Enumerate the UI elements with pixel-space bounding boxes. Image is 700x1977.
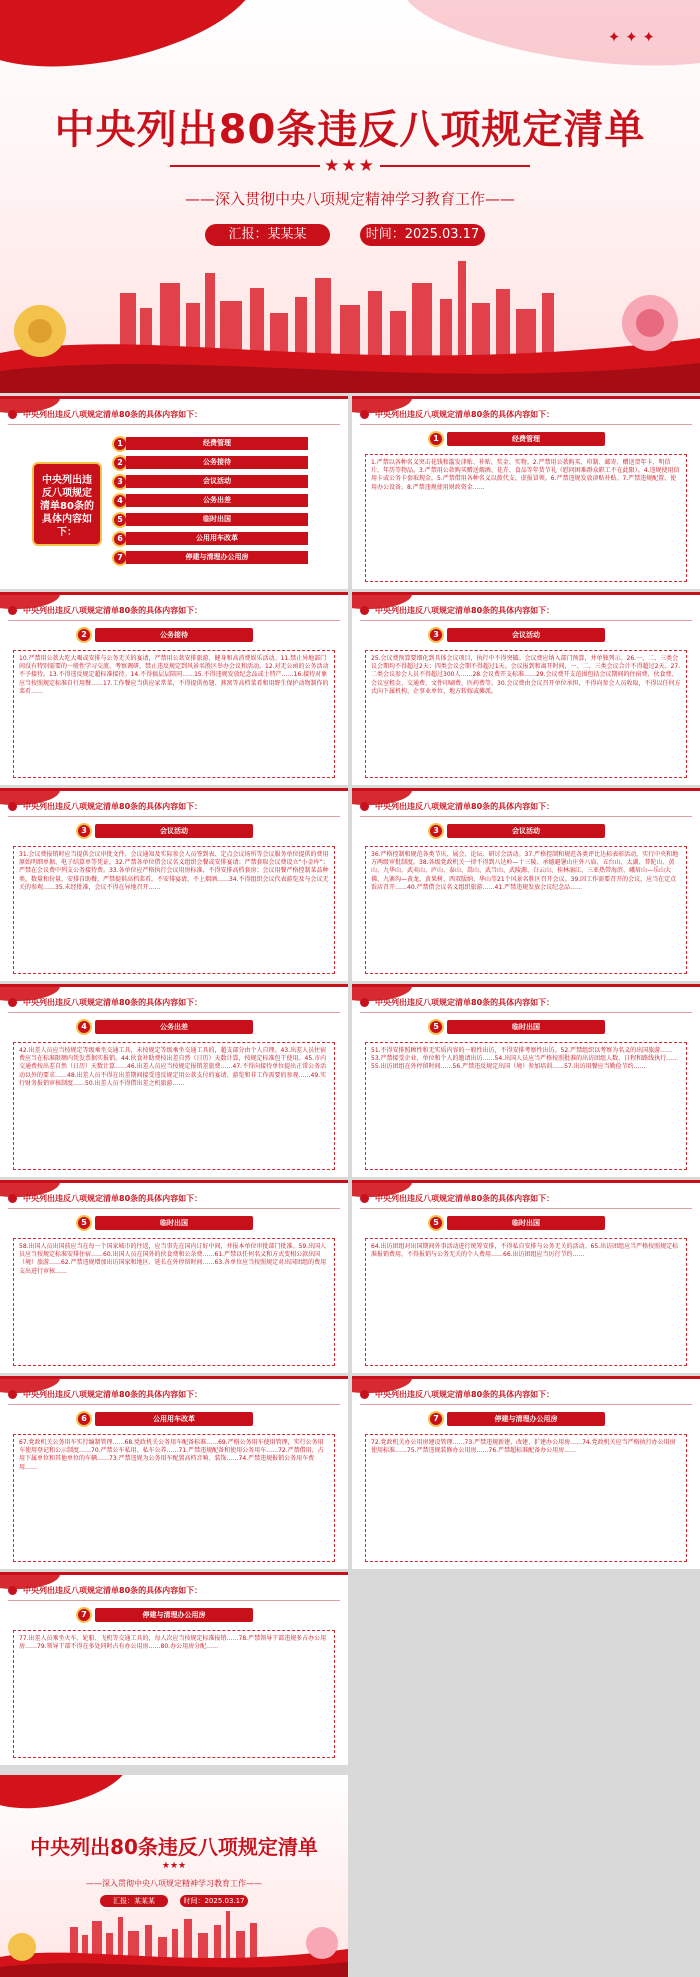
time-pill: 时间：2025.03.17 [180, 1895, 248, 1907]
birds-icon: ✦ ✦ ✦ [607, 28, 655, 46]
section-tag: 公用用车改革 [95, 1412, 253, 1426]
content-slide [0, 788, 348, 981]
section-text-box: 64.出访团组对出国期间外事活动进行统筹安排，不得私自安排与公务无关的活动。65.出访团组应当严格按照规定标准报销费用，不得报销与公务无关的个人费用……66.出访团组应当厉行节约…… [365, 1238, 687, 1366]
section-number-badge: 5 [76, 1215, 92, 1231]
section-number-badge: 4 [76, 1019, 92, 1035]
toc-number-badge: 7 [112, 550, 128, 566]
city-skyline-illustration [0, 253, 700, 393]
slide-header-text: 中央列出违反八项规定清单80条的具体内容如下： [375, 997, 555, 1007]
slide-header [360, 603, 692, 617]
header-bullet-icon [8, 802, 17, 811]
slide-header-text: 中央列出违反八项规定清单80条的具体内容如下： [375, 801, 555, 811]
slide-header [360, 1387, 692, 1401]
header-bullet-icon [8, 1194, 17, 1203]
section-text-box: 77.出差人员乘坐火车、轮船、飞机等交通工具的，每人次应当按规定标准报销……78.严禁领导干部违规多占办公用房……79.领导干部不得在多处同时占有办公用房……80.办公用房分配…… [13, 1630, 335, 1758]
closing-title: 中央列出80条违反八项规定清单 [30, 1835, 318, 1859]
content-slide [352, 984, 700, 1177]
section-tag: 公务接待 [95, 628, 253, 642]
header-bullet-icon [360, 606, 369, 615]
section-tag: 经费管理 [447, 432, 605, 446]
section-text-box: 25.会议费预算要细化到具体会议项目，执行中不得突破。会议费应纳入部门预算，并单独列示。26.一、二、三类会议会期均不得超过2天；四类会议会期不得超过1天。会议报到和离开时间，一、二、三类会议合计不得超过2天。27.二类会议参会人员不得超过300人……28.会议费开支标准……29.会议费开支范围包括会议期间的住宿费、伙食费、会议室租金、交通费、文件印刷费、医药费等。30.会议费由会议召开单位承担，不得向参会人员收取，不得以任何方式向下属机构、企事业单位、地方转嫁或摊派。 [365, 650, 687, 778]
section-number-badge: 3 [428, 627, 444, 643]
toc-item-label: 会议活动 [126, 475, 308, 488]
section-tag: 会议活动 [447, 628, 605, 642]
section-text-box: 58.出国人员出国前应当在每一个国家城市的往返，应当事先在国内订好中间，并报本单位审批部门批准。59.出国人员应当按规定标准安排住宿……60.出国人员在国外的伙食费和公杂费……61.严禁以任何名义和方式变相公款出国（境）旅游……62.严禁违规增加出访国家和地区、延长在外停留时间……63.各单位应当按照规定对出国团组的费用支出进行审核…… [13, 1238, 335, 1366]
content-slide [0, 1376, 348, 1569]
slide-header [360, 799, 692, 813]
content-slide [352, 1180, 700, 1373]
cover-title: 中央列出80条违反八项规定清单 [54, 107, 646, 153]
slide-header [360, 1191, 692, 1205]
slide-header-text: 中央列出违反八项规定清单80条的具体内容如下： [23, 997, 203, 1007]
toc-number-badge: 1 [112, 436, 128, 452]
cover-slide [0, 0, 700, 393]
toc-item [112, 531, 308, 546]
toc-item-label: 公务接待 [126, 456, 308, 469]
section-tag: 临时出国 [447, 1216, 605, 1230]
header-bullet-icon [8, 998, 17, 1007]
header-divider [360, 1012, 692, 1013]
section-number-badge: 2 [76, 627, 92, 643]
slide-header-text: 中央列出违反八项规定清单80条的具体内容如下： [23, 1193, 203, 1203]
section-text-box: 72.党政机关办公用房建设管理……73.严禁违规新建、改建、扩建办公用房……74.党政机关应当严格执行办公用房使用标准……75.严禁违规装修办公用房……76.严禁超标准配备办公用房…… [365, 1434, 687, 1562]
reporter-pill: 汇报：某某某 [100, 1895, 168, 1907]
section-number-badge: 3 [428, 823, 444, 839]
slide-header-text: 中央列出违反八项规定清单80条的具体内容如下： [23, 801, 203, 811]
header-divider [8, 1600, 340, 1601]
section-tag: 会议活动 [447, 824, 605, 838]
closing-subtitle: ——深入贯彻中央八项规定精神学习教育工作—— [86, 1879, 262, 1888]
city-skyline-illustration [0, 1907, 348, 1977]
content-slide [352, 592, 700, 785]
header-divider [8, 1208, 340, 1209]
header-divider [8, 816, 340, 817]
slide-header-text: 中央列出违反八项规定清单80条的具体内容如下： [375, 1193, 555, 1203]
slide-header [8, 603, 340, 617]
section-number-badge: 7 [428, 1411, 444, 1427]
section-text-box: 31.会议费报销时应当提供会议审批文件、会议通知及实际参会人员签到表、定点会议场所等会议服务单位提供的费用原始明细单据、电子结算单等凭证。32.严禁各单位借会议名义组织会餐或安排宴请；严禁套取会议费设立“小金库”；严禁在会议费中列支公务接待费。33.各单位应严格执行会议用房标准，不得安排高档套房；会议用餐严格控制菜品种类、数量和份量，安排自助餐，严禁提供高档菜肴，不安排宴请，不上烟酒……34.不得组织会议代表游览及与会议无关的参观……35.未经批准，会议不得在异地召开…… [13, 846, 335, 974]
section-text-box: 10.严禁用公款大吃大喝或安排与公务无关的宴请，严禁用公款安排旅游、健身和高消费娱乐活动。11.禁止异地部门间没有特别需要的一般性学习交流、考察调研，禁止违反规定到风景名胜区举办会议和活动。12.对无公函的公务活动不予接待。13.不得违反规定超标准接待。14.不得搞层层陪同……15.不得违规发放纪念品或土特产……16.接待对象应当按照规定标准自行用餐……17.工作餐应当供应家常菜，不得提供鱼翅、燕窝等高档菜肴和用野生保护动物制作的菜肴…… [13, 650, 335, 778]
slide-header [360, 995, 692, 1009]
slide-header-text: 中央列出违反八项规定清单80条的具体内容如下： [375, 409, 555, 419]
section-tag: 会议活动 [95, 824, 253, 838]
slide-header-text: 中央列出违反八项规定清单80条的具体内容如下： [23, 1585, 203, 1595]
toc-item [112, 455, 308, 470]
section-number-badge: 1 [428, 431, 444, 447]
section-number-badge: 6 [76, 1411, 92, 1427]
header-bullet-icon [8, 606, 17, 615]
slide-header [8, 1583, 340, 1597]
header-bullet-icon [360, 1390, 369, 1399]
content-slide [352, 396, 700, 589]
content-slide [0, 592, 348, 785]
header-divider [360, 1404, 692, 1405]
header-divider [360, 620, 692, 621]
toc-item [112, 493, 308, 508]
section-number-badge: 7 [76, 1607, 92, 1623]
toc-item [112, 550, 308, 565]
toc-item [112, 474, 308, 489]
section-text-box: 36.严格控制和规范各类节庆、展会、论坛、研讨会活动。37.严格控制和规范各类评比达标表彰活动，实行中央和地方两级审批制度。38.各级党政机关一律不得到八达岭—十三陵、承德避暑山庄外八庙、五台山、太湖、普陀山、黄山、九华山、武夷山、庐山、泰山、嵩山、武当山、武陵源、白云山、桂林漓江、三亚热带海滨、峨眉山—乐山大佛、九寨沟—黄龙、黄果树、西双版纳、华山等21个风景名胜区召开会议。39.因工作需要召开的会议，应当在定点饭店召开……40.严禁借会议名义组织旅游……41.严禁违规发放会议纪念品…… [365, 846, 687, 974]
section-text-box: 51.不得安排照顾性和无实质内容的一般性出访，不得安排考察性出访。52.严禁组织以考察为名义的出国旅游……53.严禁接受企业、单位和个人的邀请出访……54.出国人员应当严格按照批准的出访团组人数、日程和路线执行……55.出访团组在外停留时间……56.严禁违反规定出国（境）参加培训……57.出访用餐应当勤俭节约…… [365, 1042, 687, 1170]
slide-header-text: 中央列出违反八项规定清单80条的具体内容如下： [23, 409, 203, 419]
section-number-badge: 3 [76, 823, 92, 839]
header-divider [8, 424, 340, 425]
toc-number-badge: 2 [112, 455, 128, 471]
header-bullet-icon [8, 1390, 17, 1399]
slide-header [8, 1191, 340, 1205]
header-divider [8, 620, 340, 621]
section-tag: 公务出差 [95, 1020, 253, 1034]
content-slide [0, 1180, 348, 1373]
section-text-box: 1.严禁以各种名义突击花钱和滥发津贴、补贴、奖金、实物。2.严禁用公款购买、印制、邮寄、赠送贺年卡、明信片、年历等物品。3.严禁用公款购买赠送烟酒、花卉、食品等年货节礼（慰问困难群众职工不在此限）。4.违规使用信用卡或公务卡套取现金。5.严禁借用各种名义以拨代支、虚报冒领。6.严禁违规发放津贴补贴。7.严禁违规配置、使用办公设备。8.严禁违规使用财政资金…… [365, 454, 687, 582]
toc-item-label: 停建与清理办公用房 [126, 551, 308, 564]
header-bullet-icon [360, 802, 369, 811]
stars-icon: ★★★ [161, 1861, 187, 1871]
header-bullet-icon [360, 1194, 369, 1203]
header-bullet-icon [360, 410, 369, 419]
slide-header [8, 1387, 340, 1401]
slide-header [360, 407, 692, 421]
slide-header-text: 中央列出违反八项规定清单80条的具体内容如下： [23, 1389, 203, 1399]
toc-item-label: 临时出国 [126, 513, 308, 526]
content-slide [352, 788, 700, 981]
slide-header [8, 407, 340, 421]
toc-number-badge: 4 [112, 493, 128, 509]
red-swoosh-decoration [0, 0, 269, 90]
toc-item-label: 公用用车改革 [126, 532, 308, 545]
content-slide [0, 984, 348, 1177]
slide-header-text: 中央列出违反八项规定清单80条的具体内容如下： [375, 605, 555, 615]
toc-slide [0, 396, 348, 589]
header-bullet-icon [8, 1586, 17, 1595]
section-number-badge: 5 [428, 1215, 444, 1231]
toc-item-label: 经费管理 [126, 437, 308, 450]
slide-header [8, 799, 340, 813]
closing-slide [0, 1775, 348, 1977]
section-text-box: 67.党政机关公务用车实行编制管理……68.党政机关公务用车配备标准……69.严格公务用车使用管理，实行公务用车使用登记和公示制度……70.严禁公车私用、私车公养……71.严禁违规配备和使用公务用车……72.严禁借用、占用下属单位和其他单位的车辆……73.严禁违规为公务用车配置高档音响、装饰……74.严禁违规报销公务用车费用…… [13, 1434, 335, 1562]
header-divider [360, 1208, 692, 1209]
slide-header [8, 995, 340, 1009]
time-pill: 时间：2025.03.17 [360, 224, 485, 246]
section-tag: 停建与清理办公用房 [447, 1412, 605, 1426]
red-swoosh-decoration [0, 1775, 135, 1820]
section-tag: 临时出国 [447, 1020, 605, 1034]
section-text-box: 42.出差人员应当按规定等级乘坐交通工具，未按规定等级乘坐交通工具的，超支部分由个人自理。43.出差人员住宿费应当在标准限额内凭发票据实报销。44.伙食补助费按出差自然（日历）天数计算，按规定标准包干使用。45.市内交通费按出差自然（日历）天数计算……46.出差人员应当按规定报销差旅费……47.不得向接待单位提出正常公务活动以外的要求……48.出差人员不得在出差期间接受违反规定用公款支付的宴请、游览和非工作需要的参观……49.实行财务报销审核制度……50.出差人员不得借出差之机旅游…… [13, 1042, 335, 1170]
toc-item-label: 公务出差 [126, 494, 308, 507]
reporter-pill: 汇报：某某某 [205, 224, 330, 246]
stars-icon: ★★★ [324, 156, 376, 176]
toc-category-box: 中央列出违反八项规定清单80条的具体内容如下： [32, 462, 102, 546]
slide-header-text: 中央列出违反八项规定清单80条的具体内容如下： [375, 1389, 555, 1399]
cover-subtitle: ——深入贯彻中央八项规定精神学习教育工作—— [184, 190, 515, 208]
toc-item [112, 512, 308, 527]
section-tag: 临时出国 [95, 1216, 253, 1230]
content-slide [0, 1572, 348, 1765]
slide-header-text: 中央列出违反八项规定清单80条的具体内容如下： [23, 605, 203, 615]
header-divider [8, 1404, 340, 1405]
content-slide [352, 1376, 700, 1569]
header-divider [360, 424, 692, 425]
toc-number-badge: 5 [112, 512, 128, 528]
section-number-badge: 5 [428, 1019, 444, 1035]
header-bullet-icon [360, 998, 369, 1007]
header-divider [360, 816, 692, 817]
toc-item [112, 436, 308, 451]
toc-number-badge: 3 [112, 474, 128, 490]
section-tag: 停建与清理办公用房 [95, 1608, 253, 1622]
header-divider [8, 1012, 340, 1013]
toc-number-badge: 6 [112, 531, 128, 547]
header-bullet-icon [8, 410, 17, 419]
